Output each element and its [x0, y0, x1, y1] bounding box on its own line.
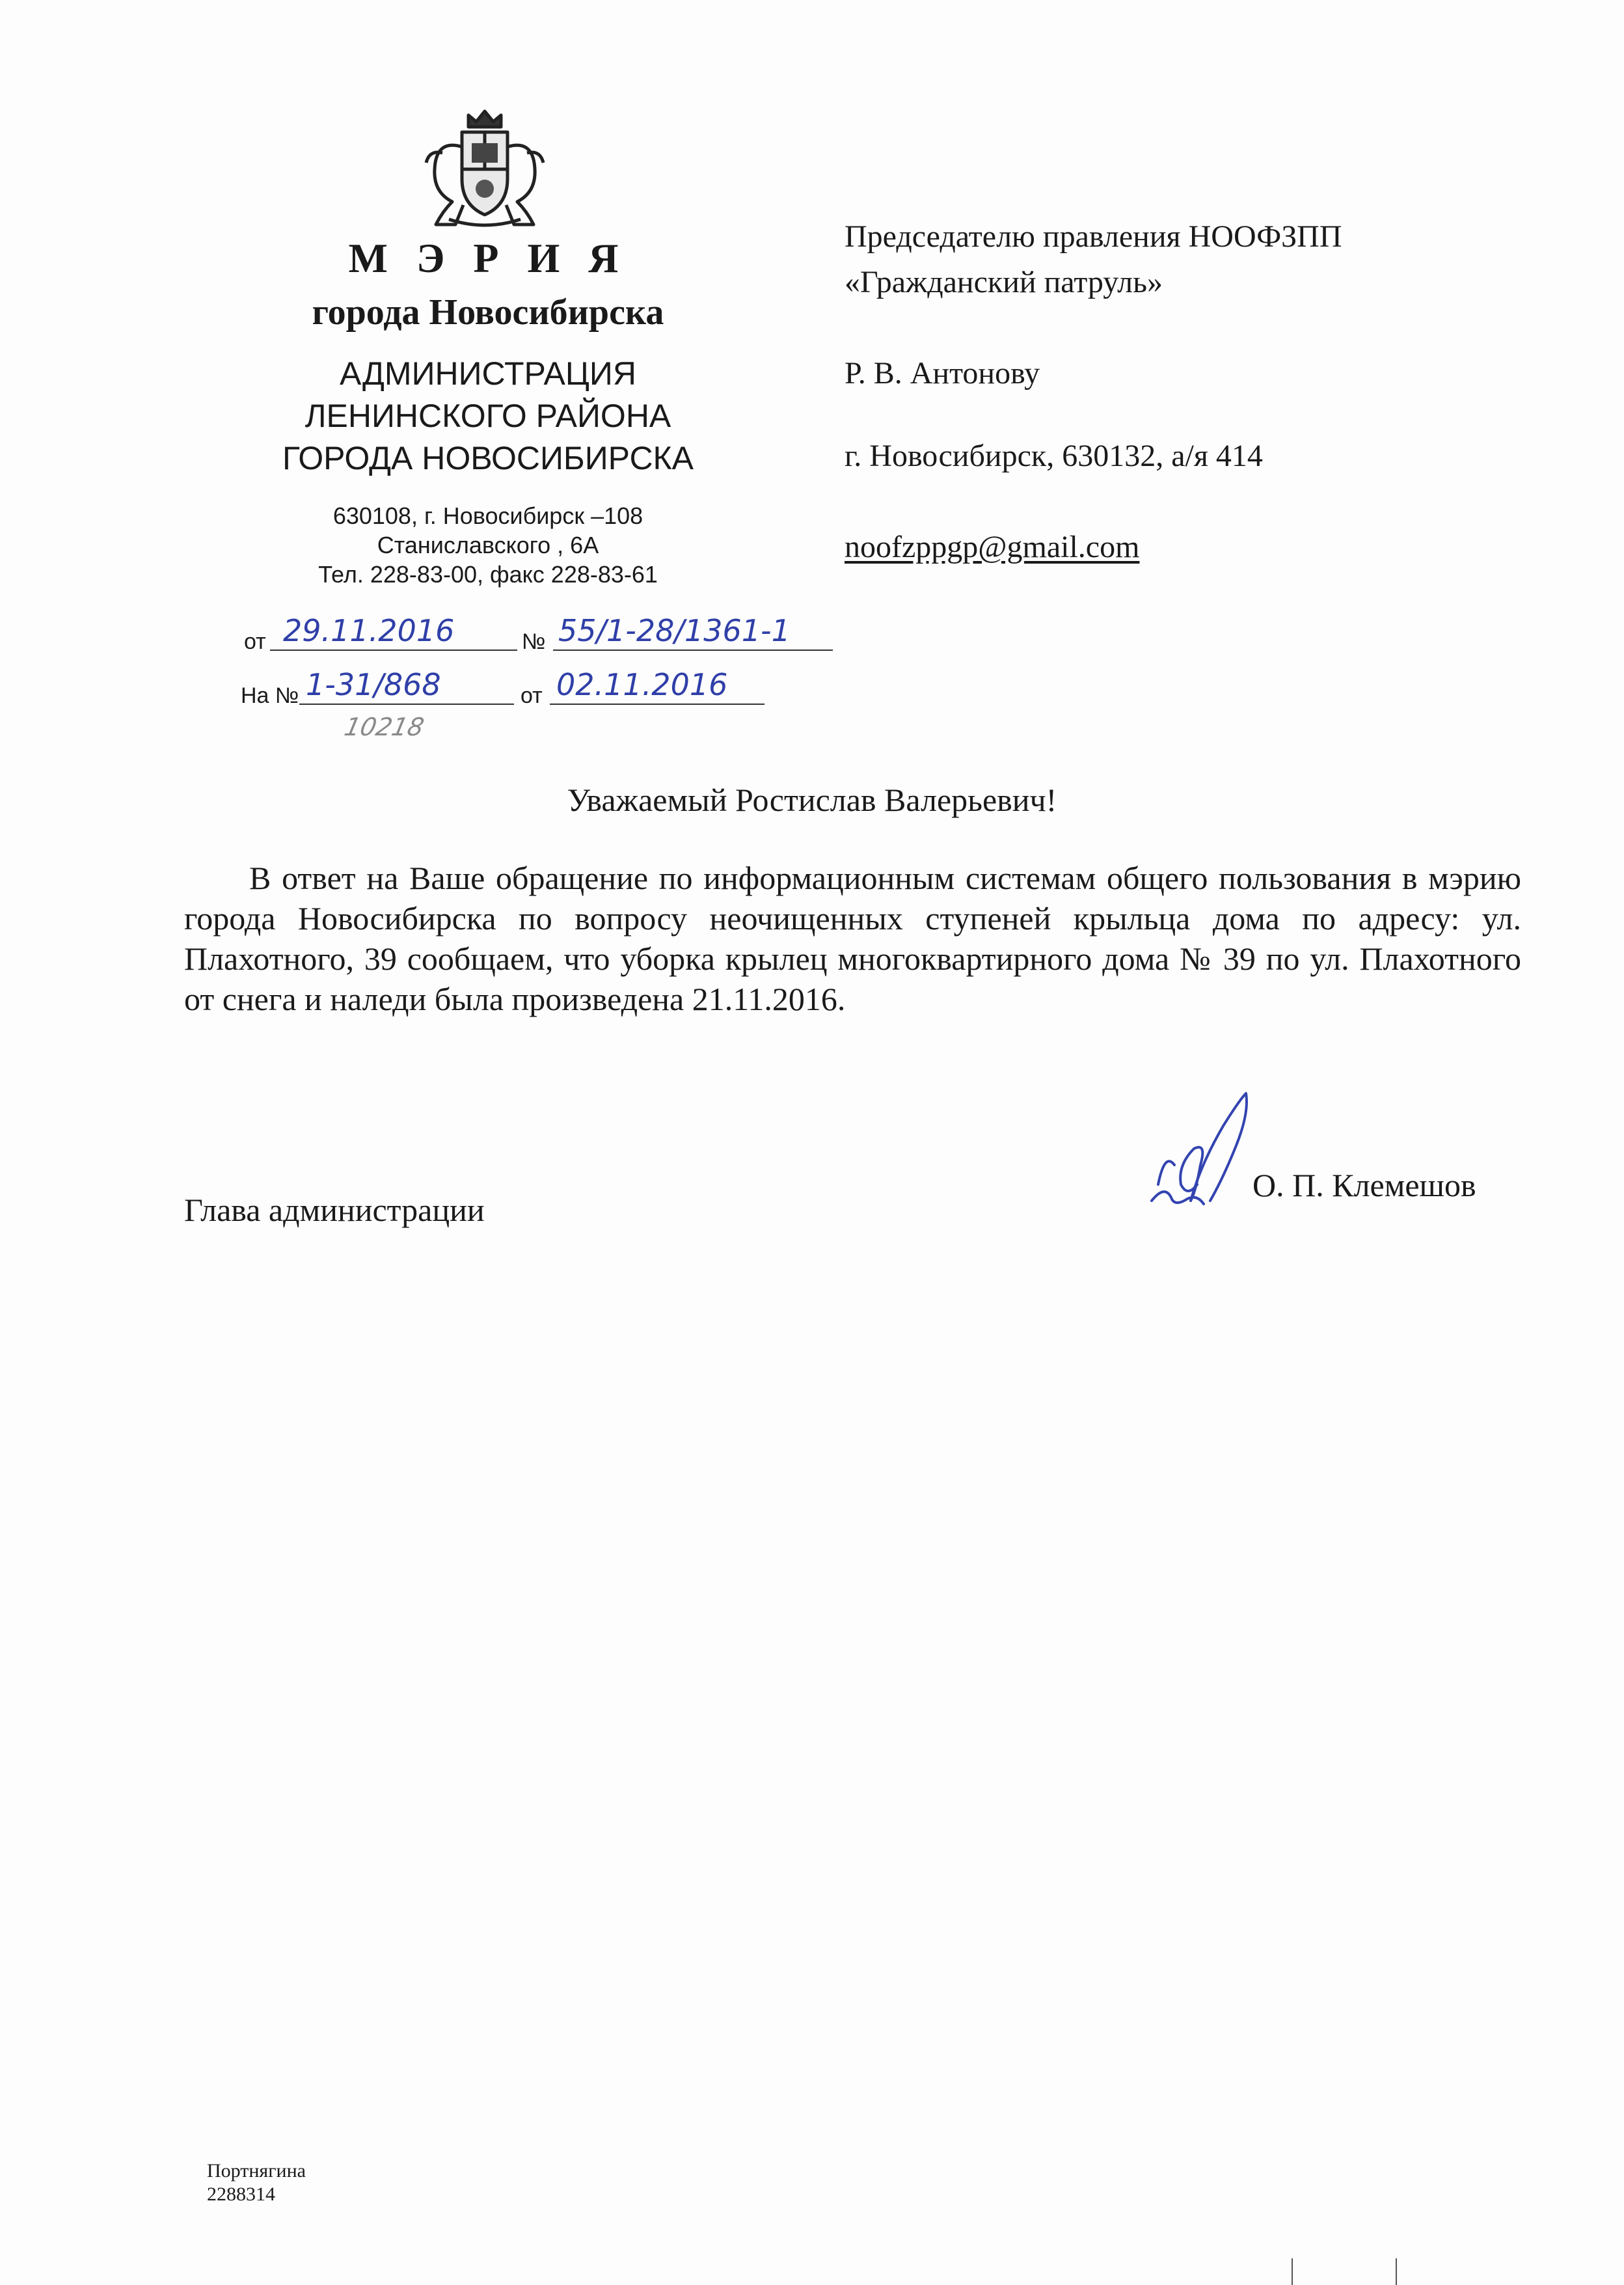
- addressee-email[interactable]: noofzppgp@gmail.com: [845, 530, 1140, 564]
- handwritten-signature: [1126, 1087, 1269, 1224]
- executor-phone: 2288314: [207, 2183, 275, 2205]
- outgoing-date-field: [270, 613, 517, 651]
- reply-date-handwritten: 02.11.2016: [556, 667, 728, 702]
- incoming-number-pencil-note: 10218: [342, 713, 427, 741]
- reply-number-handwritten: 1-31/868: [306, 667, 441, 702]
- org-name: М Э Р И Я: [348, 235, 628, 281]
- frame-mark-left: [1292, 2258, 1293, 2285]
- org-city: города Новосибирска: [312, 292, 664, 333]
- address-line-2: Станиславского , 6А: [377, 532, 599, 558]
- addressee-position: Председателю правления НООФЗПП: [845, 219, 1342, 254]
- reply-number-field: [299, 667, 514, 705]
- reply-number-label: На №: [241, 683, 299, 708]
- addressee-organization: «Гражданский патруль»: [845, 265, 1163, 299]
- dept-line-3: ГОРОДА НОВОСИБИРСКА: [282, 440, 694, 476]
- dept-line-2: ЛЕНИНСКОГО РАЙОНА: [304, 398, 671, 434]
- outgoing-number-field: [553, 613, 833, 651]
- outgoing-number-handwritten: 55/1-28/1361-1: [558, 613, 791, 648]
- outgoing-number-label: №: [522, 629, 546, 654]
- phone-fax-line: Тел. 228-83-00, факс 228-83-61: [318, 561, 658, 588]
- frame-mark-right: [1396, 2258, 1397, 2285]
- letter-body: В ответ на Ваше обращение по информационным системам общего пользования в мэрию города Новосибирска по вопросу неочищенных ступеней крыльца дома по адресу: ул. Плахотного, 39 сообщаем, что уборка крылец многоквартирного дома № 39 по ул. Плахотного от снега и наледи была произведена 21.11.2016.: [184, 860, 1521, 1017]
- executor-name: Портнягина: [207, 2160, 306, 2182]
- reply-date-label: от: [521, 683, 543, 708]
- dept-line-1: АДМИНИСТРАЦИЯ: [340, 355, 636, 392]
- executor-info: [207, 2159, 306, 2206]
- signatory-name: О. П. Клемешов: [1252, 1167, 1476, 1203]
- outgoing-date-label: от: [244, 629, 266, 654]
- addressee-postal-address: г. Новосибирск, 630132, а/я 414: [845, 439, 1263, 473]
- address-line-1: 630108, г. Новосибирск –108: [332, 502, 643, 529]
- letter-greeting: Уважаемый Ростислав Валерьевич!: [567, 782, 1057, 818]
- org-address: [247, 501, 729, 589]
- coat-of-arms-emblem: [416, 107, 553, 234]
- addressee-name: Р. В. Антонову: [845, 356, 1040, 390]
- signatory-title: Глава администрации: [184, 1192, 485, 1228]
- outgoing-date-handwritten: 29.11.2016: [283, 613, 455, 648]
- reply-date-field: [550, 667, 765, 705]
